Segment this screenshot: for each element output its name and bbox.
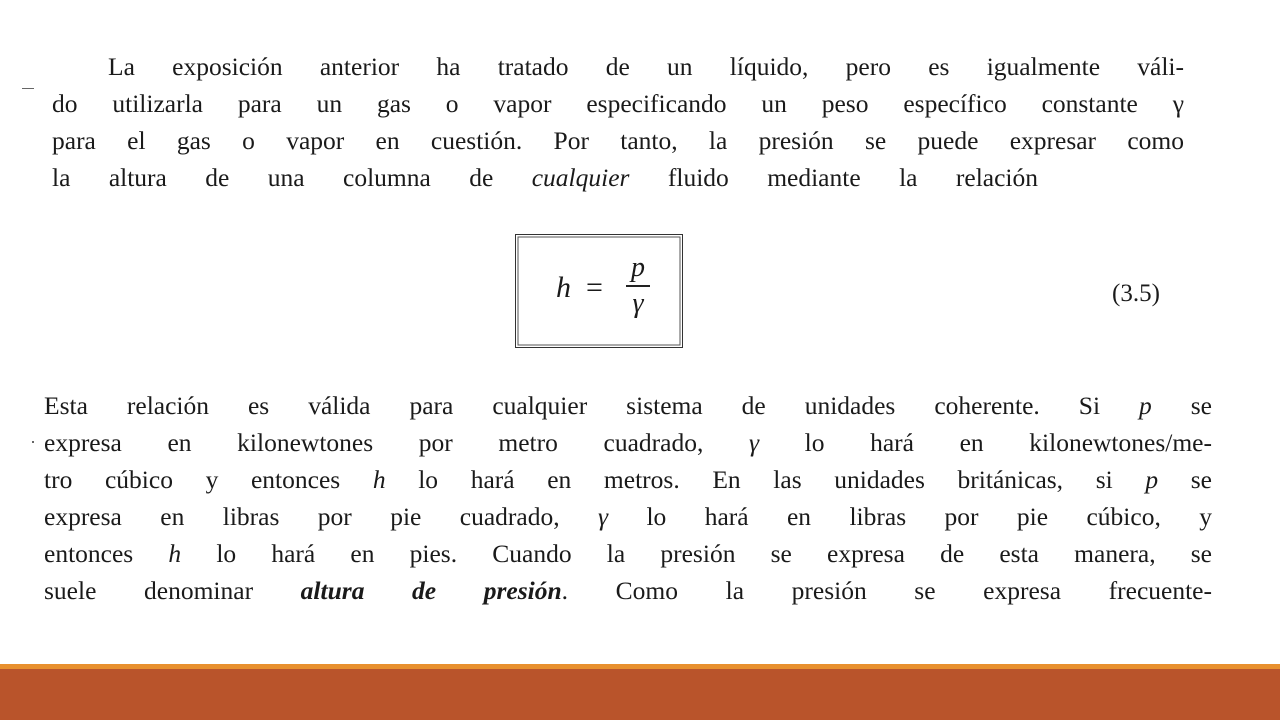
paragraph-2-line-2: expresa en kilonewtones por metro cuadrado, γ lo hará en kilonewtones/me-: [44, 428, 1212, 457]
scan-mark-top: [22, 88, 34, 89]
equation-numerator: p: [631, 252, 645, 283]
equation-fraction: [626, 253, 650, 319]
paragraph-1-line-3: para el gas o vapor en cuestión. Por tanto, la presión se puede expresar como: [52, 126, 1184, 155]
equation-denominator: γ: [632, 288, 644, 319]
emphasis-cualquier: cualquier: [531, 163, 630, 192]
paragraph-2-line-4: expresa en libras por pie cuadrado, γ lo hará en libras por pie cúbico, y: [44, 502, 1212, 531]
equation-equals: =: [586, 271, 603, 304]
fraction-bar: [626, 285, 650, 287]
paragraph-2-line-3: tro cúbico y entonces h lo hará en metros. En las unidades británicas, si p se: [44, 465, 1212, 494]
equation-number: (3.5): [1112, 280, 1160, 307]
equation-lhs: h: [556, 271, 571, 304]
equation-box: [515, 234, 683, 348]
paragraph-1-line-1: La exposición anterior ha tratado de un líquido, pero es igualmente váli-: [108, 52, 1184, 81]
scan-mark-mid: [32, 441, 34, 443]
paragraph-2-line-6: suele denominar altura de presión. Como la presión se expresa frecuente-: [44, 576, 1212, 605]
footer-band: [0, 664, 1280, 720]
emphasis-altura-de-presion: altura de presión: [300, 576, 562, 605]
paragraph-1-line-4: la altura de una columna de cualquier fluido mediante la relación: [52, 163, 1039, 192]
paragraph-2-line-5: entonces h lo hará en pies. Cuando la presión se expresa de esta manera, se: [44, 539, 1212, 568]
paragraph-2-line-1: Esta relación es válida para cualquier sistema de unidades coherente. Si p se: [44, 391, 1213, 420]
paragraph-1-line-2: do utilizarla para un gas o vapor especificando un peso específico constante γ: [52, 89, 1184, 118]
